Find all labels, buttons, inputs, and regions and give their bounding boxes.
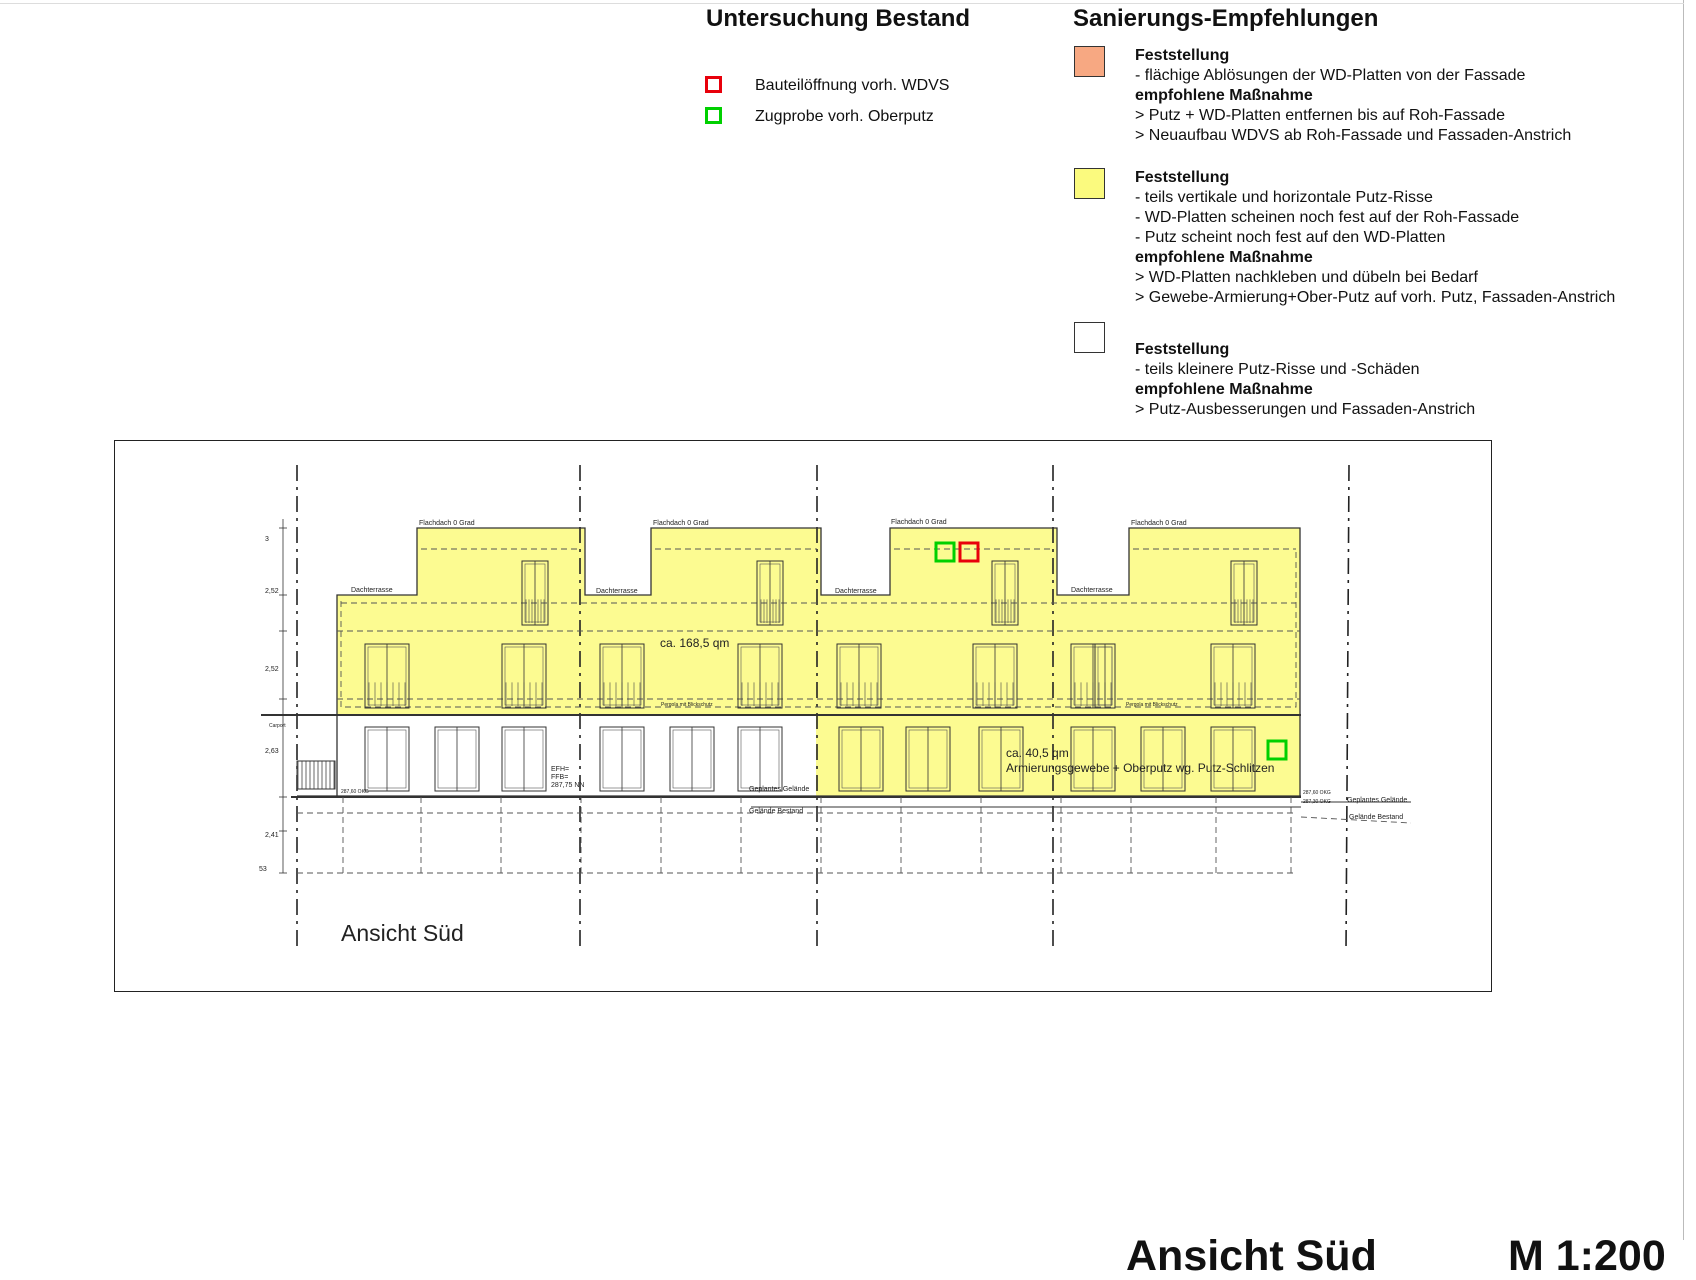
carport-railing xyxy=(297,761,335,789)
measure-title: empfohlene Maßnahme xyxy=(1135,249,1313,266)
measure-title: empfohlene Maßnahme xyxy=(1135,87,1313,104)
footer-scale: M 1:200 xyxy=(1508,1232,1666,1280)
okg-label: 287,30 OKG xyxy=(1303,799,1331,805)
legend-label-zugprobe: Zugprobe vorh. Oberputz xyxy=(755,108,934,125)
dim-label: 2,63 xyxy=(265,748,279,755)
pergola-label: Pergola mit Blickschutz xyxy=(661,702,713,708)
footer-title: Ansicht Süd xyxy=(1126,1232,1377,1280)
legend-red-square xyxy=(705,76,722,93)
finding-line: - flächige Ablösungen der WD-Platten von der Fassade xyxy=(1135,67,1526,84)
okg-label: 287,60 OKG xyxy=(341,789,369,795)
gelaende-label: Gelände Bestand xyxy=(1349,814,1404,821)
efh-label: FFB= xyxy=(551,774,569,781)
finding-title: Feststellung xyxy=(1135,47,1230,64)
measure-title: empfohlene Maßnahme xyxy=(1135,381,1313,398)
terrace-label: Dachterrasse xyxy=(835,588,877,595)
measure-line: > Gewebe-Armierung+Ober-Putz auf vorh. Putz, Fassaden-Anstrich xyxy=(1135,289,1616,306)
area-label-upper: ca. 168,5 qm xyxy=(660,636,730,650)
dim-label: 2,52 xyxy=(265,666,279,673)
finding-title: Feststellung xyxy=(1135,341,1230,358)
finding-line: - WD-Platten scheinen noch fest auf der Roh-Fassade xyxy=(1135,209,1520,226)
swatch-yellow xyxy=(1074,168,1105,199)
efh-label: EFH= xyxy=(551,766,570,773)
area-label-lower: ca. 40,5 qm xyxy=(1006,746,1069,760)
roof-label: Flachdach 0 Grad xyxy=(653,520,709,527)
elevation-drawing xyxy=(115,441,1490,990)
terrace-label: Dachterrasse xyxy=(1071,587,1113,594)
finding-line: - Putz scheint noch fest auf den WD-Platten xyxy=(1135,229,1446,246)
page-edge-top xyxy=(0,3,1684,4)
measure-line: > WD-Platten nachkleben und dübeln bei Bedarf xyxy=(1135,269,1478,286)
swatch-orange xyxy=(1074,46,1105,77)
legend-label-bauteiloeffnung: Bauteilöffnung vorh. WDVS xyxy=(755,77,950,94)
finding-line: - teils vertikale und horizontale Putz-Risse xyxy=(1135,189,1433,206)
recommendation-orange xyxy=(1135,46,1571,146)
heading-untersuchung: Untersuchung Bestand xyxy=(706,5,971,32)
roof-label: Flachdach 0 Grad xyxy=(1131,520,1187,527)
dimension-chain xyxy=(279,519,287,873)
swatch-white xyxy=(1074,322,1105,353)
heading-sanierung: Sanierungs-Empfehlungen xyxy=(1073,5,1379,32)
elevation-drawing-frame xyxy=(114,440,1492,992)
dim-label: 2,52 xyxy=(265,588,279,595)
dim-label: 2,41 xyxy=(265,832,279,839)
dim-label: 3 xyxy=(265,536,269,543)
page-edge-right xyxy=(1683,0,1684,1240)
pergola-label: Pergola mit Blickschutz xyxy=(1126,702,1178,708)
measure-line: > Putz + WD-Platten entfernen bis auf Roh-Fassade xyxy=(1135,107,1505,124)
roof-label: Flachdach 0 Grad xyxy=(891,519,947,526)
dim-label: 53 xyxy=(259,866,267,873)
carport-label: Carport xyxy=(269,723,286,729)
efh-label: 287,75 NN xyxy=(551,782,585,789)
legend-green-square xyxy=(705,107,722,124)
finding-title: Feststellung xyxy=(1135,169,1230,186)
finding-line: - teils kleinere Putz-Risse und -Schäden xyxy=(1135,361,1420,378)
measure-line: > Neuaufbau WDVS ab Roh-Fassade und Fassaden-Anstrich xyxy=(1135,127,1572,144)
terrace-label: Dachterrasse xyxy=(351,587,393,594)
area-note-lower: Armierungsgewebe + Oberputz wg. Putz-Schlitzen xyxy=(1006,761,1275,775)
drawing-title: Ansicht Süd xyxy=(341,920,464,946)
gelaende-label: Gelände Bestand xyxy=(749,808,804,815)
yellow-area-upper xyxy=(337,528,1300,715)
gelaende-label: Geplantes Gelände xyxy=(1347,797,1408,804)
roof-label: Flachdach 0 Grad xyxy=(419,520,475,527)
gelaende-label: Geplantes Gelände xyxy=(749,786,810,793)
recommendation-yellow xyxy=(1135,168,1615,308)
okg-label: 287,60 OKG xyxy=(1303,790,1331,796)
measure-line: > Putz-Ausbesserungen und Fassaden-Anstrich xyxy=(1135,401,1476,418)
terrace-label: Dachterrasse xyxy=(596,588,638,595)
recommendation-white xyxy=(1135,340,1475,420)
